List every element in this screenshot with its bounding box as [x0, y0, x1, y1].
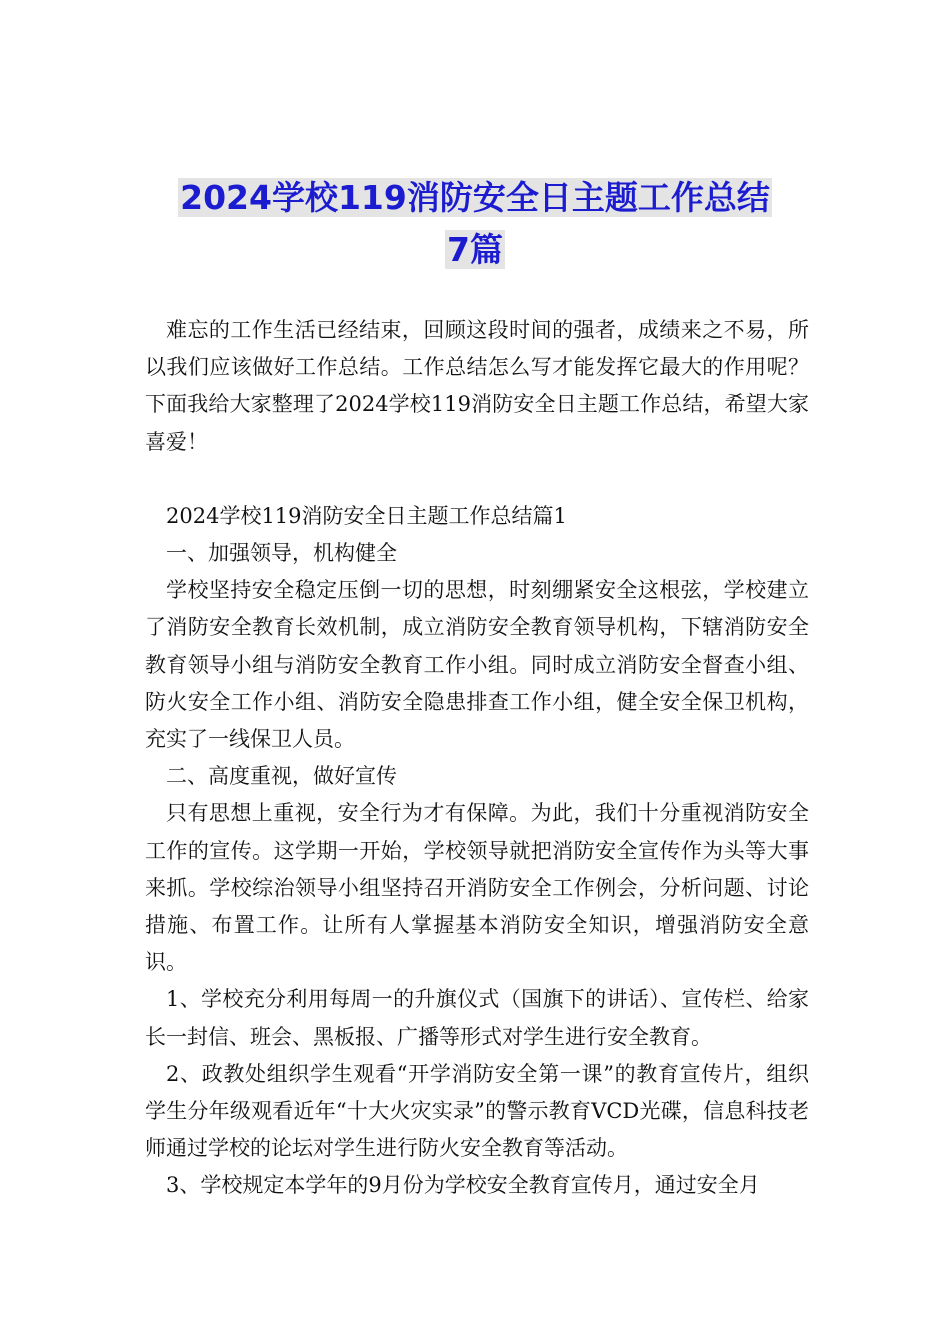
title-line-2: 7篇 [447, 230, 503, 269]
list-item-1: 1、学校充分利用每周一的升旗仪式（国旗下的讲话）、宣传栏、给家长一封信、班会、黑板报、广播等形式对学生进行安全教育。 [145, 987, 809, 1049]
title-line-1: 2024学校119消防安全日主题工作总结 [180, 178, 770, 217]
section-1-paragraph: 学校坚持安全稳定压倒一切的思想，时刻绷紧安全这根弦，学校建立了消防安全教育长效机制，成立消防安全教育领导机构，下辖消防安全教育领导小组与消防安全教育工作小组。同时成立消防安全督查小组、防火安全工作小组、消防安全隐患排查工作小组，健全安全保卫机构，充实了一线保卫人员。 [145, 578, 809, 752]
document-title [120, 172, 830, 276]
list-item-2: 2、政教处组织学生观看“开学消防安全第一课”的教育宣传片，组织学生分年级观看近年“十大火灾实录”的警示教育VCD光碟，信息科技老师通过学校的论坛对学生进行防火安全教育等活动。 [145, 1061, 809, 1161]
document-body [145, 312, 809, 1205]
section-2-paragraph: 只有思想上重视，安全行为才有保障。为此，我们十分重视消防安全工作的宣传。这学期一开始，学校领导就把消防安全宣传作为头等大事来抓。学校综治领导小组坚持召开消防安全工作例会，分析问题、讨论措施、布置工作。让所有人掌握基本消防安全知识，增强消防安全意识。 [145, 801, 809, 975]
article-title: 2024学校119消防安全日主题工作总结篇1 [166, 503, 567, 528]
section-2-heading: 二、高度重视，做好宣传 [166, 764, 397, 789]
intro-paragraph: 难忘的工作生活已经结束，回顾这段时间的强者，成绩来之不易，所以我们应该做好工作总结。工作总结怎么写才能发挥它最大的作用呢？下面我给大家整理了2024学校119消防安全日主题工作总结，希望大家喜爱！ [145, 318, 809, 454]
paragraph-gap [145, 461, 809, 498]
list-item-3: 3、学校规定本学年的9月份为学校安全教育宣传月，通过安全月 [166, 1173, 760, 1198]
section-1-heading: 一、加强领导，机构健全 [166, 541, 397, 566]
